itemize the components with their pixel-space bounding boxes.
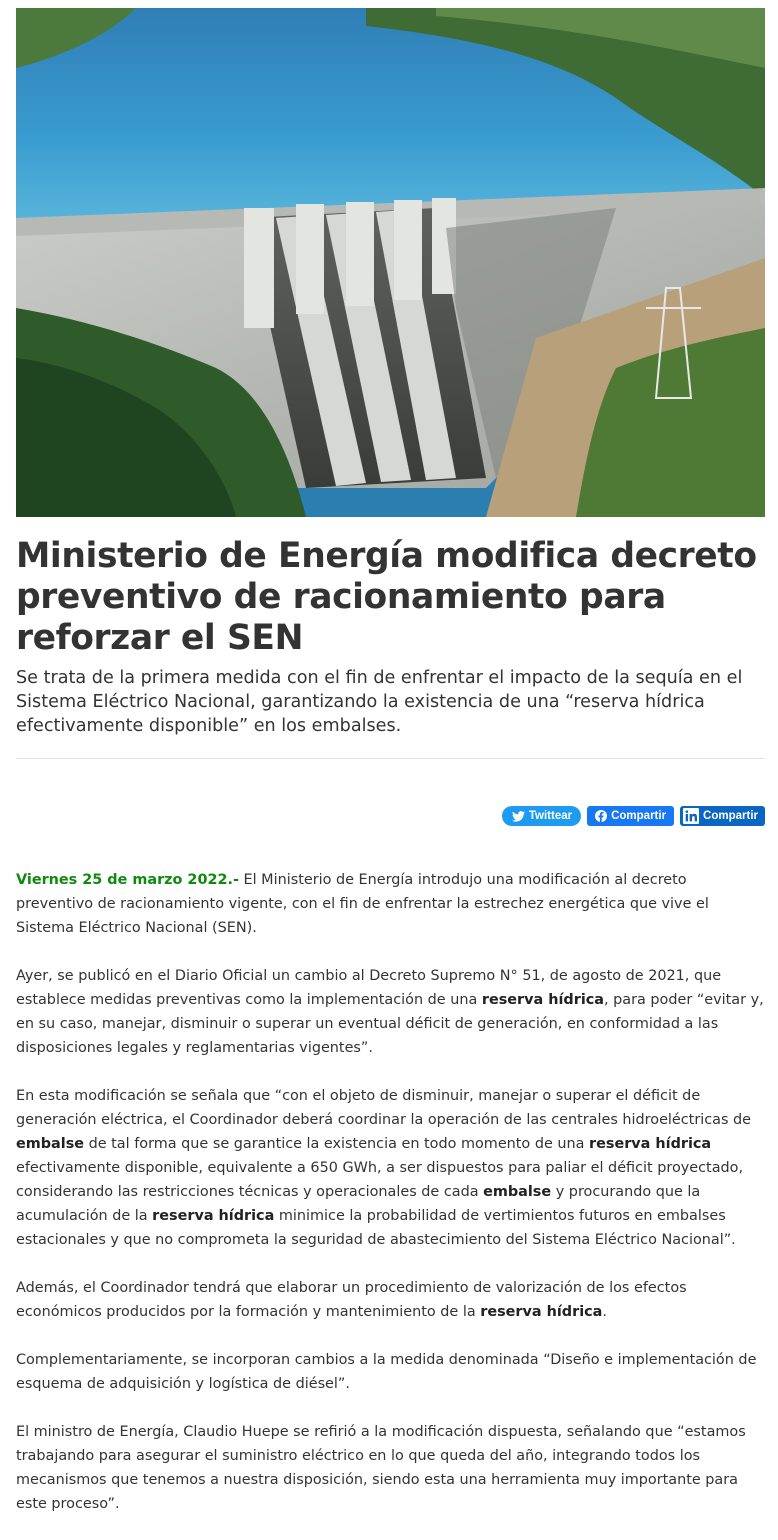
paragraph-text: El Ministerio de Energía introdujo una modificación al decreto preventivo de racionamiento vigente, con el fin de enfrentar la estrechez energética que vive el Sistema Eléctrico Nacional (SEN). xyxy=(16,872,709,936)
paragraph-text: En esta modificación se señala que “con el objeto de disminuir, manejar o superar el déficit de generación eléctrica, el Coordinador deberá coordinar la operación de las centrales hidroeléctricas de xyxy=(16,1088,752,1128)
bold-keyword: embalse xyxy=(16,1136,85,1152)
paragraph-text: El ministro de Energía, Claudio Huepe se refirió a la modificación dispuesta, señalando que “estamos trabajando para asegurar el suministro eléctrico en lo que queda del año, integrando todos los mecanismos que tenemos a nuestra disposición, siendo esta una herramienta muy importante para este proceso”. xyxy=(16,1424,746,1512)
paragraph-text: efectivamente disponible, equivalente a 650 GWh, a ser dispuestos para paliar el déficit proyectado, considerando las restricciones técnicas y operacionales de cada xyxy=(16,1160,744,1200)
dam-photo-icon xyxy=(16,8,765,517)
paragraph-text: de tal forma que se garantice la existencia en todo momento de una xyxy=(84,1136,590,1152)
paragraph-text: y procurando que la acumulación de la xyxy=(16,1184,701,1224)
linkedin-share-label: Compartir xyxy=(703,810,758,822)
paragraph-4 xyxy=(16,1276,768,1324)
linkedin-share-button[interactable] xyxy=(680,806,765,826)
paragraph-text: minimice la probabilidad de vertimientos futuros en embalses estacionales y que no comprometa la seguridad de abastecimiento del Sistema Eléctrico Nacional”. xyxy=(16,1208,736,1248)
paragraph-1 xyxy=(16,868,768,940)
facebook-share-label: Compartir xyxy=(611,810,667,822)
paragraph-text: Ayer, se publicó en el Diario Oficial un cambio al Decreto Supremo N° 51, de agosto de 2021, que establece medidas preventivas como la implementación de una xyxy=(16,968,722,1008)
twitter-share-button[interactable] xyxy=(502,806,581,826)
paragraph-text: , para poder “evitar y, en su caso, manejar, disminuir o superar un eventual déficit de generación, en conformidad a las disposiciones legales y reglamentarias vigentes”. xyxy=(16,992,764,1056)
paragraph-5 xyxy=(16,1348,768,1396)
facebook-icon xyxy=(595,810,607,822)
dateline: Viernes 25 de marzo 2022.- xyxy=(16,872,239,888)
twitter-bird-icon xyxy=(512,811,525,822)
facebook-share-button[interactable] xyxy=(587,806,674,826)
paragraph-text: Además, el Coordinador tendrá que elaborar un procedimiento de valorización de los efectos económicos producidos por la formación y mantenimiento de la xyxy=(16,1280,687,1320)
share-bar xyxy=(502,806,765,826)
paragraph-2 xyxy=(16,964,768,1060)
hero-image xyxy=(16,8,765,517)
paragraph-6 xyxy=(16,1420,768,1516)
article-title: Ministerio de Energía modifica decreto preventivo de racionamiento para reforzar el SEN xyxy=(16,536,757,658)
bold-keyword: reserva hídrica xyxy=(480,1304,603,1320)
bold-keyword: embalse xyxy=(483,1184,552,1200)
paragraph-3 xyxy=(16,1084,768,1252)
paragraph-text: Complementariamente, se incorporan cambios a la medida denominada “Diseño e implementación de esquema de adquisición y logística de diésel”. xyxy=(16,1352,757,1392)
article-body xyxy=(16,868,768,1540)
divider xyxy=(16,758,765,759)
article-lead: Se trata de la primera medida con el fin de enfrentar el impacto de la sequía en el Sistema Eléctrico Nacional, garantizando la existencia de una “reserva hídrica efectivamente disponible” en los embalses. xyxy=(16,668,743,736)
bold-keyword: reserva hídrica xyxy=(481,992,605,1008)
paragraph-text: . xyxy=(602,1304,607,1320)
bold-keyword: reserva hídrica xyxy=(589,1136,712,1152)
bold-keyword: reserva hídrica xyxy=(152,1208,275,1224)
twitter-share-label: Twittear xyxy=(528,810,573,822)
linkedin-icon xyxy=(683,808,699,824)
